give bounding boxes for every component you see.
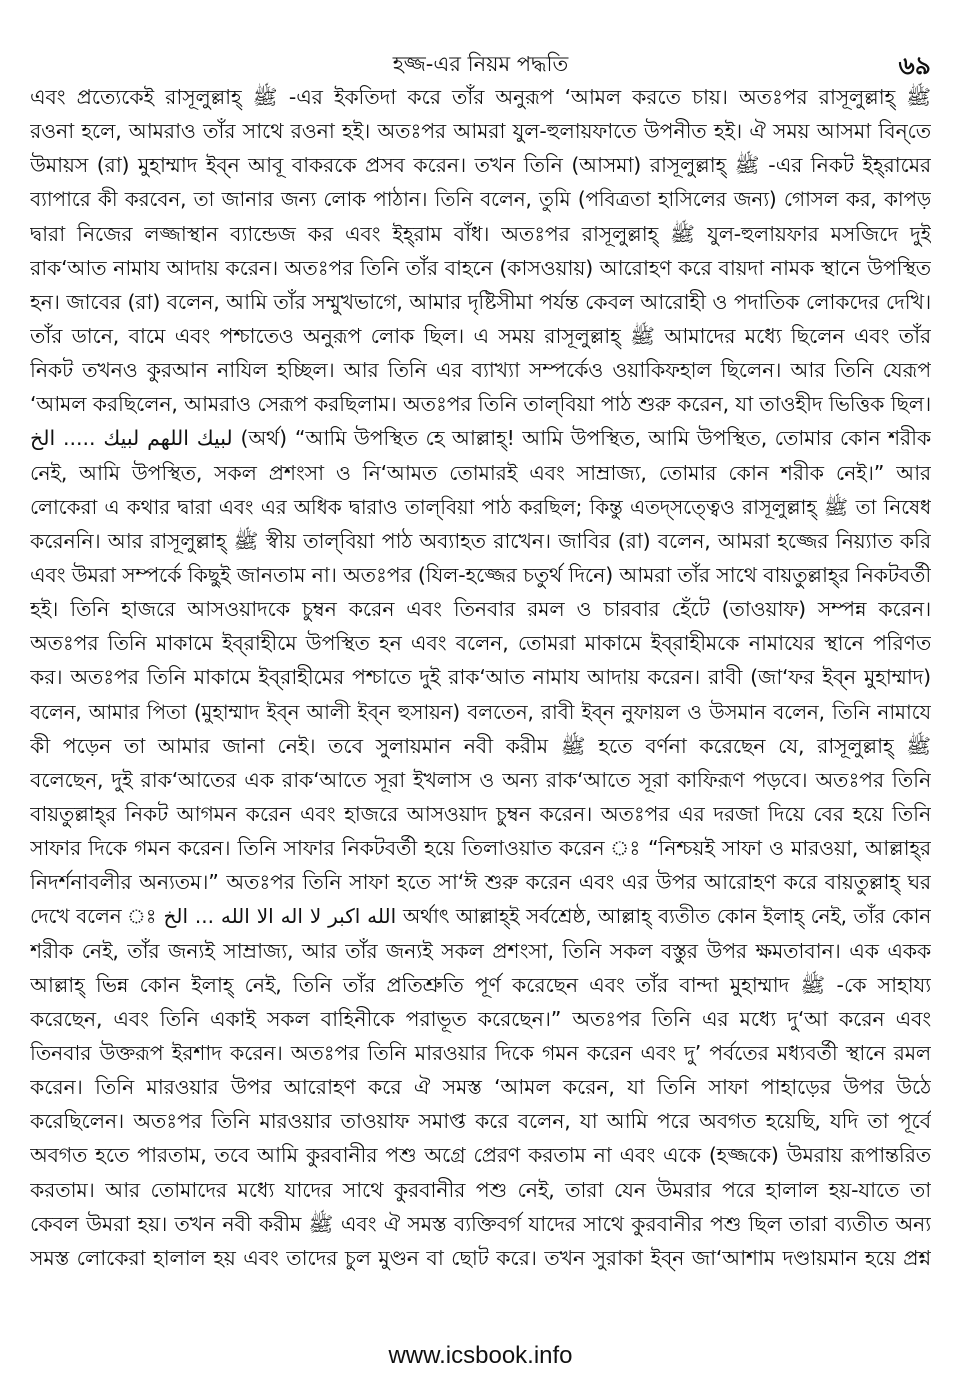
text-line: সাফার দিকে গমন করেন। তিনি সাফার নিকটবর্তী হয়ে তিলাওয়াত করেন ঃ “নিশ্চয়ই সাফা ও মারওয়া, আল্লাহ্‌র [30,836,931,861]
text-line: এবং উমরা সম্পর্কে কিছুই জানতাম না। অতঃপর (যিল-হজ্জের চতুর্থ দিনে) আমরা তাঁর সাথে বায়তুল্লাহ্‌র নিকটবর্তী [30,562,931,587]
text-line: হই। তিনি হাজরে আসওয়াদকে চুম্বন করেন এবং তিনবার রমল ও চারবার হেঁটে (তাওয়াফ) সম্পন্ন করেন। [30,597,931,622]
text-line: শরীক নেই, তাঁর জন্যই সাম্রাজ্য, আর তাঁর জন্যই সকল প্রশংসা, তিনি সকল বস্তুর উপর ক্ষমতাবান। এক একক [30,938,931,963]
text-line: ব্যাপারে কী করবেন, তা জানার জন্য লোক পাঠান। তিনি বলেন, তুমি (পবিত্রতা হাসিলের জন্য) গোসল কর, কাপড় [30,187,931,212]
text-line: লোকেরা এ কথার দ্বারা এবং এর অধিক দ্বারাও তাল্‌বিয়া পাঠ করছিল; কিন্তু এতদ্‌সত্ত্বেও রাসূলুল্লাহ্ ﷺ তা নিষেধ [30,494,931,519]
text-line: নিকট তখনও কুরআন নাযিল হচ্ছিল। আর তিনি এর ব্যাখ্যা সম্পর্কেও ওয়াকিফহাল ছিলেন। আর তিনি যেরূপ [30,358,931,383]
text-line: আল্লাহ্ ভিন্ন কোন ইলাহ্ নেই, তিনি তাঁর প্রতিশ্রুতি পূর্ণ করেছেন এবং তাঁর বান্দা মুহাম্মাদ ﷺ -কে সাহায্য [30,972,931,997]
text-line: করেছেন, এবং তিনি একাই সকল বাহিনীকে পরাভূত করেছেন।” অতঃপর তিনি এর মধ্যে দু‘আ করেন এবং [30,1006,931,1031]
text-line: উমায়স (রা) মুহাম্মাদ ইব্‌ন আবূ বাকরকে প্রসব করেন। তখন তিনি (আসমা) রাসূলুল্লাহ্ ﷺ -এর নিকট ইহ্‌রামের [30,153,931,178]
text-line: বায়তুল্লাহ্‌র নিকট আগমন করেন এবং হাজরে আসওয়াদ চুম্বন করেন। অতঃপর এর দরজা দিয়ে বের হয়ে তিনি [30,801,931,826]
text-line: অতঃপর তিনি মাকামে ইব্‌রাহীমে উপস্থিত হন এবং বলেন, তোমরা মাকামে ইব্‌রাহীমকে নামাযের স্থানে পরিণত [30,631,931,656]
text-line: রাক‘আত নামায আদায় করেন। অতঃপর তিনি তাঁর বাহনে (কাসওয়ায়) আরোহণ করে বায়দা নামক স্থানে উপস্থিত [30,255,931,280]
body-text [30,80,931,1275]
page-number: ৬৯ [898,51,931,80]
text-line: তিনবার উক্তরূপ ইরশাদ করেন। অতঃপর তিনি মারওয়ার দিকে গমন করেন এবং দু’ পর্বতের মধ্যবর্তী স্থানে রমল [30,1040,931,1065]
text-line: করেন। তিনি মারওয়ার উপর আরোহণ করে ঐ সমস্ত ‘আমল করেন, যা তিনি সাফা পাহাড়ের উপর উঠে [30,1075,931,1100]
footer-url: www.icsbook.info [388,1342,573,1369]
text-line: তাঁর ডানে, বামে এবং পশ্চাতেও অনুরূপ লোক ছিল। এ সময় রাসূলুল্লাহ্ ﷺ আমাদের মধ্যে ছিলেন এবং তাঁর [30,323,931,348]
text-line: এবং প্রত্যেকেই রাসূলুল্লাহ্ ﷺ -এর ইকতিদা করে তাঁর অনুরূপ ‘আমল করতে চায়। অতঃপর রাসূলুল্লাহ্ ﷺ [30,85,931,109]
text-line: বলেন, আমার পিতা (মুহাম্মাদ ইব্‌ন আলী ইব্‌ন হুসায়ন) বলতেন, রাবী ইব্‌ন নুফায়ল ও উসমান বলেন, তিনি নামাযে [30,699,931,724]
text-line: করেননি। আর রাসূলুল্লাহ্ ﷺ স্বীয় তাল্‌বিয়া পাঠ অব্যাহত রাখেন। জাবির (রা) বলেন, আমরা হজ্জের নিয়্যাত করি [30,528,931,553]
text-line: لبيك اللهم لبيك ..... الخ (অর্থ) “আমি উপস্থিত হে আল্লাহ্! আমি উপস্থিত, আমি উপস্থিত, তোমার কোন শরীক [30,426,931,451]
text-line: রওনা হলে, আমরাও তাঁর সাথে রওনা হই। অতঃপর আমরা যুল-হুলায়ফাতে উপনীত হই। ঐ সময় আসমা বিন্‌তে [30,119,931,144]
running-title: হজ্জ-এর নিয়ম পদ্ধতি [392,52,569,76]
text-line: নেই, আমি উপস্থিত, সকল প্রশংসা ও নি‘আমত তোমারই এবং সাম্রাজ্য, তোমার কোন শরীক নেই।” আর [30,460,931,485]
text-line: দেখে বলেন ঃ الله اكبر لا اله الا الله ... الخ অর্থাৎ আল্লাহ্‌ই সর্বশ্রেষ্ঠ, আল্লাহ্ ব্যতীত কোন ইলাহ্ নেই, তাঁর কোন [30,904,931,929]
text-line: হন। জাবের (রা) বলেন, আমি তাঁর সম্মুখভাগে, আমার দৃষ্টিসীমা পর্যন্ত কেবল আরোহী ও পদাতিক লোকদের দেখি। [30,289,931,314]
text-line: কী পড়েন তা আমার জানা নেই। তবে সুলায়মান নবী করীম ﷺ হতে বর্ণনা করেছেন যে, রাসূলুল্লাহ্ ﷺ [30,733,931,758]
text-line: নিদর্শনাবলীর অন্যতম।” অতঃপর তিনি সাফা হতে সা‘ঈ শুরু করেন এবং এর উপর আরোহণ করে বায়তুল্লাহ্ ঘর [30,870,931,895]
text-line: করেছিলেন। অতঃপর তিনি মারওয়ার তাওয়াফ সমাপ্ত করে বলেন, যা আমি পরে অবগত হয়েছি, যদি তা পূর্বে [30,1109,931,1134]
text-line: করতাম। আর তোমাদের মধ্যে যাদের সাথে কুরবানীর পশু নেই, তারা যেন উমরার পরে হালাল হয়-যাতে তা [30,1177,931,1202]
text-line: বলেছেন, দুই রাক‘আতের এক রাক‘আতে সূরা ইখলাস ও অন্য রাক‘আতে সূরা কাফিরূণ পড়বে। অতঃপর তিনি [30,767,931,792]
text-line: ‘আমল করছিলেন, আমরাও সেরূপ করছিলাম। অতঃপর তিনি তাল্‌বিয়া পাঠ শুরু করেন, যা তাওহীদ ভিত্তিক ছিল। [30,392,931,417]
text-line: দ্বারা নিজের লজ্জাস্থান ব্যান্ডেজ কর এবং ইহ্‌রাম বাঁধ। অতঃপর রাসূলুল্লাহ্ ﷺ যুল-হুলায়ফার মসজিদে দুই [30,221,931,246]
text-line: সমস্ত লোকেরা হালাল হয় এবং তাদের চুল মুণ্ডন বা ছোট করে। তখন সুরাকা ইব্‌ন জা‘আশাম দণ্ডায়মান হয়ে প্রশ্ন [30,1245,931,1270]
text-line: অবগত হতে পারতাম, তবে আমি কুরবানীর পশু অগ্রে প্রেরণ করতাম না এবং একে (হজ্জকে) উমরায় রূপান্তরিত [30,1143,931,1168]
text-line: কেবল উমরা হয়। তখন নবী করীম ﷺ এবং ঐ সমস্ত ব্যক্তিবর্গ যাদের সাথে কুরবানীর পশু ছিল তারা ব্যতীত অন্য [30,1211,931,1236]
text-line: কর। অতঃপর তিনি মাকামে ইব্‌রাহীমের পশ্চাতে দুই রাক‘আত নামায আদায় করেন। রাবী (জা‘ফর ইব্‌ন মুহাম্মাদ) [30,665,931,690]
page-header [0,44,961,80]
